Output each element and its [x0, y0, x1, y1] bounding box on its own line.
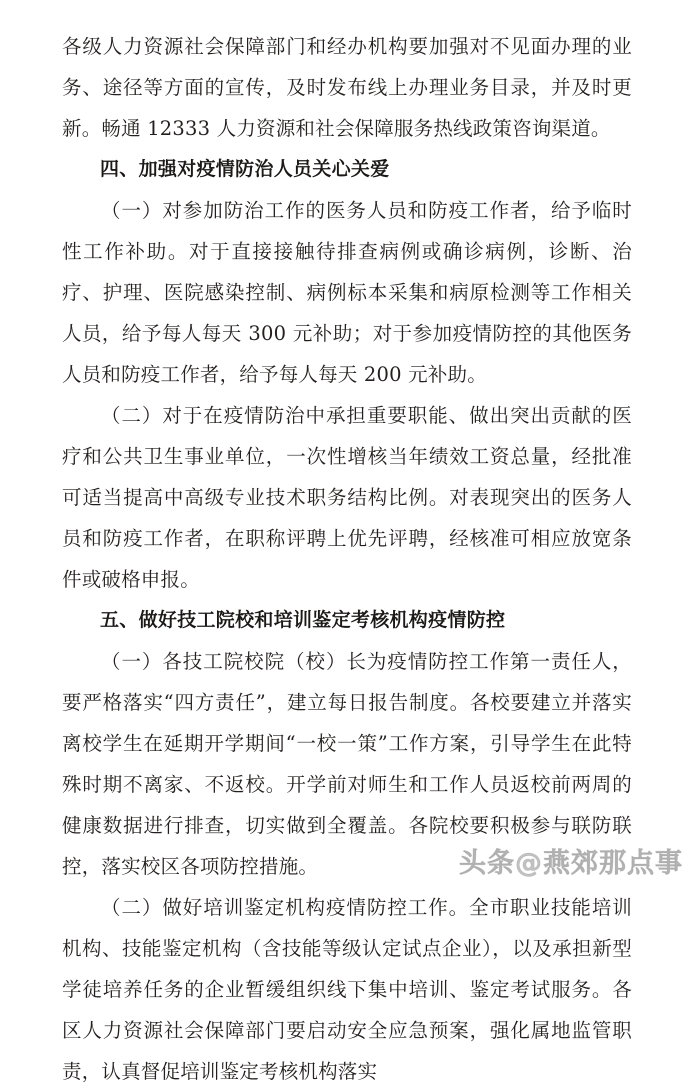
paragraph-section-four-item-one: （一）对参加防治工作的医务人员和防疫工作者，给予临时性工作补助。对于直接接触待排查病例或确诊病例，诊断、治疗、护理、医院感染控制、病例标本采集和病原检测等工作相关人员，给予每人每天 300 元补助；对于参加疫情防控的其他医务人员和防疫工作者，给予每人每天 200 元补助。 — [62, 199, 632, 386]
paragraph-section-five-item-two: （二）做好培训鉴定机构疫情防控工作。全市职业技能培训机构、技能鉴定机构（含技能等级认定试点企业），以及承担新型学徒培养任务的企业暂缓组织线下集中培训、鉴定考试服务。各区人力资源社会保障部门要启动安全应急预案，强化属地监管职责，认真督促培训鉴定考核机构落实 — [62, 896, 632, 1083]
paragraph-section-four-item-two: （二）对于在疫情防治中承担重要职能、做出突出贡献的医疗和公共卫生事业单位，一次性增核当年绩效工资总量，经批准可适当提高中高级专业技术职务结构比例。对表现突出的医务人员和防疫工作者，在职称评聘上优先评聘，经核准可相应放宽条件或破格申报。 — [62, 404, 632, 591]
document-text-body — [62, 0, 632, 1092]
paragraph-section-five-item-one: （一）各技工院校院（校）长为疫情防控工作第一责任人，要严格落实“四方责任”，建立每日报告制度。各校要建立并落实离校学生在延期开学期间“一校一策”工作方案，引导学生在此特殊时期不离家、不返校。开学前对师生和工作人员返校前两周的健康数据进行排查，切实做到全覆盖。各院校要积极参与联防联控，落实校区各项防控措施。 — [62, 650, 632, 878]
heading-section-five: 五、做好技工院校和培训鉴定考核机构疫情防控 — [100, 609, 506, 631]
watermark-toutiao-account: 头条@燕郊那点事 — [459, 848, 683, 879]
heading-section-four: 四、加强对疫情防治人员关心关爱 — [100, 158, 390, 180]
paragraph-online-service-promotion: 各级人力资源社会保障部门和经办机构要加强对不见面办理的业务、途径等方面的宣传，及时发布线上办理业务目录，并及时更新。畅通 12333 人力资源和社会保障服务热线政策咨询渠道。 — [62, 35, 632, 140]
